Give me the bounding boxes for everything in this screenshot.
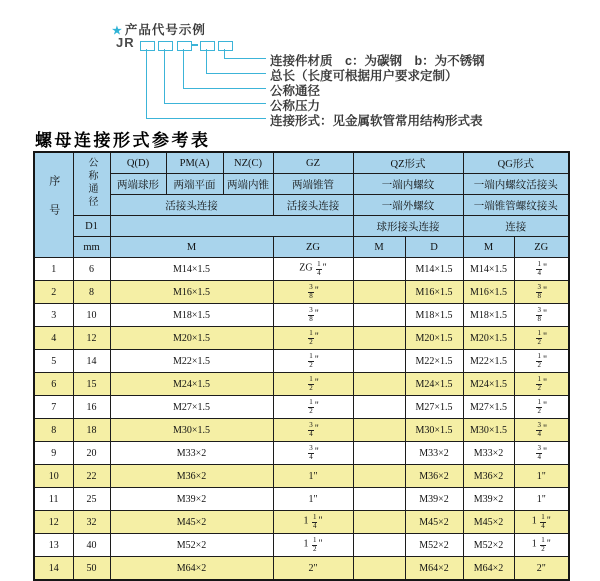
connector-line — [206, 73, 266, 74]
header-col-qz: QZ形式 — [353, 152, 463, 174]
cell-qg-zg: $\frac{3}{8}$ " — [514, 281, 569, 304]
cell-qz-m — [353, 557, 405, 581]
cell-zg: 1 $\frac{1}{2}$ " — [273, 534, 353, 557]
cell-qg-zg: $\frac{3}{4}$ " — [514, 442, 569, 465]
header-col-nzc: NZ(C) — [223, 152, 273, 174]
cell-qg-m: M30×1.5 — [463, 419, 514, 442]
cell-m: M64×2 — [110, 557, 273, 581]
table-row — [34, 419, 569, 442]
connector-line — [206, 49, 207, 73]
cell-qz-m — [353, 327, 405, 350]
header-qg-sub3: 连接 — [463, 216, 569, 237]
code-box-4 — [200, 41, 215, 51]
header-qg-zg: ZG — [514, 237, 569, 258]
cell-m: M16×1.5 — [110, 281, 273, 304]
cell-mm: 40 — [73, 534, 110, 557]
cell-qz-m — [353, 258, 405, 281]
fraction: $\frac{1}{4}$ — [317, 259, 321, 277]
cell-m: M45×2 — [110, 511, 273, 534]
cell-qg-zg: 1" — [514, 465, 569, 488]
header-nominal-diameter: 公称通径 — [73, 152, 110, 216]
header-blank — [110, 216, 353, 237]
code-box-2 — [158, 41, 173, 51]
connector-line — [164, 103, 266, 104]
fraction: $\frac{3}{4}$ — [309, 443, 313, 461]
cell-qz-d: M27×1.5 — [405, 396, 463, 419]
cell-seq: 1 — [34, 258, 73, 281]
connector-line — [146, 118, 266, 119]
cell-qg-zg: $\frac{3}{8}$ " — [514, 304, 569, 327]
header-gz-connection: 活接头连接 — [273, 195, 353, 216]
table-row — [34, 511, 569, 534]
cell-seq: 9 — [34, 442, 73, 465]
fraction: $\frac{3}{8}$ — [537, 282, 541, 300]
cell-qg-m: M22×1.5 — [463, 350, 514, 373]
cell-qg-zg: $\frac{1}{2}$ " — [514, 327, 569, 350]
header-col-gz: GZ — [273, 152, 353, 174]
cell-m: M27×1.5 — [110, 396, 273, 419]
cell-mm: 22 — [73, 465, 110, 488]
cell-qz-d: M18×1.5 — [405, 304, 463, 327]
header-union-connection: 活接头连接 — [110, 195, 273, 216]
header-seq: 序号 — [34, 152, 73, 258]
cell-m: M24×1.5 — [110, 373, 273, 396]
table-row — [34, 396, 569, 419]
table-row — [34, 465, 569, 488]
connector-line — [146, 49, 147, 118]
cell-zg: $\frac{1}{2}$ " — [273, 373, 353, 396]
cell-mm: 18 — [73, 419, 110, 442]
table-row — [34, 350, 569, 373]
cell-qz-d: M64×2 — [405, 557, 463, 581]
table-row — [34, 488, 569, 511]
cell-qz-d: M20×1.5 — [405, 327, 463, 350]
cell-m: M20×1.5 — [110, 327, 273, 350]
connector-line — [224, 49, 225, 58]
cell-seq: 3 — [34, 304, 73, 327]
table-row — [34, 557, 569, 581]
header-qz-m: M — [353, 237, 405, 258]
header-m: M — [110, 237, 273, 258]
cell-mm: 20 — [73, 442, 110, 465]
cell-mm: 12 — [73, 327, 110, 350]
cell-zg: $\frac{1}{2}$ " — [273, 327, 353, 350]
table-header — [34, 152, 569, 258]
cell-qg-zg: $\frac{1}{4}$ " — [514, 258, 569, 281]
cell-mm: 50 — [73, 557, 110, 581]
cell-qz-m — [353, 534, 405, 557]
cell-m: M18×1.5 — [110, 304, 273, 327]
cell-qz-d: M36×2 — [405, 465, 463, 488]
cell-seq: 10 — [34, 465, 73, 488]
cell-mm: 16 — [73, 396, 110, 419]
cell-zg: 1 $\frac{1}{4}$ " — [273, 511, 353, 534]
cell-zg: $\frac{3}{4}$ " — [273, 442, 353, 465]
fraction: $\frac{1}{2}$ — [537, 374, 541, 392]
table-row — [34, 258, 569, 281]
cell-zg: ZG $\frac{1}{4}$ " — [273, 258, 353, 281]
header-gz-sub: 两端锥管 — [273, 174, 353, 195]
cell-m: M52×2 — [110, 534, 273, 557]
code-box-1 — [140, 41, 155, 51]
cell-mm: 14 — [73, 350, 110, 373]
cell-qg-m: M24×1.5 — [463, 373, 514, 396]
cell-mm: 6 — [73, 258, 110, 281]
header-zg: ZG — [273, 237, 353, 258]
header-qz-sub3: 球形接头连接 — [353, 216, 463, 237]
table-row — [34, 534, 569, 557]
cell-zg: $\frac{1}{2}$ " — [273, 350, 353, 373]
table-row — [34, 304, 569, 327]
cell-qz-m — [353, 488, 405, 511]
cell-qg-m: M33×2 — [463, 442, 514, 465]
connector-line — [183, 49, 184, 88]
code-prefix: JR — [116, 35, 135, 50]
fraction: $\frac{1}{2}$ — [309, 374, 313, 392]
cell-zg: 2" — [273, 557, 353, 581]
cell-mm: 25 — [73, 488, 110, 511]
cell-qz-d: M33×2 — [405, 442, 463, 465]
cell-seq: 14 — [34, 557, 73, 581]
fraction: $\frac{1}{2}$ — [537, 397, 541, 415]
header-d1: D1 — [73, 216, 110, 237]
cell-seq: 6 — [34, 373, 73, 396]
fraction: $\frac{3}{4}$ — [537, 420, 541, 438]
cell-qg-m: M14×1.5 — [463, 258, 514, 281]
cell-seq: 2 — [34, 281, 73, 304]
cell-qg-m: M18×1.5 — [463, 304, 514, 327]
cell-qg-zg: $\frac{1}{2}$ " — [514, 373, 569, 396]
cell-qz-m — [353, 511, 405, 534]
cell-qg-m: M52×2 — [463, 534, 514, 557]
fraction: $\frac{3}{8}$ — [309, 305, 313, 323]
cell-m: M39×2 — [110, 488, 273, 511]
cell-qz-m — [353, 419, 405, 442]
cell-qz-d: M14×1.5 — [405, 258, 463, 281]
cell-qz-m — [353, 304, 405, 327]
cell-qg-zg: 2" — [514, 557, 569, 581]
cell-m: M14×1.5 — [110, 258, 273, 281]
fraction: $\frac{1}{2}$ — [309, 351, 313, 369]
table-row — [34, 327, 569, 350]
cell-qz-d: M24×1.5 — [405, 373, 463, 396]
cell-zg: $\frac{1}{2}$ " — [273, 396, 353, 419]
diagram-heading-text: 产品代号示例 — [124, 23, 206, 37]
fraction: $\frac{1}{2}$ — [312, 535, 317, 553]
cell-seq: 7 — [34, 396, 73, 419]
cell-qz-d: M22×1.5 — [405, 350, 463, 373]
cell-qg-m: M39×2 — [463, 488, 514, 511]
star-icon: ★ — [112, 25, 123, 37]
table-row — [34, 281, 569, 304]
connector-line — [224, 58, 266, 59]
fraction: $\frac{1}{4}$ — [541, 512, 545, 530]
cell-m: M36×2 — [110, 465, 273, 488]
cell-zg: $\frac{3}{4}$ " — [273, 419, 353, 442]
header-col-pma: PM(A) — [166, 152, 223, 174]
fraction: $\frac{1}{2}$ — [537, 328, 541, 346]
code-box-3 — [177, 41, 192, 51]
cell-m: M30×1.5 — [110, 419, 273, 442]
fraction: $\frac{1}{2}$ — [309, 328, 313, 346]
fraction: $\frac{1}{2}$ — [541, 535, 545, 553]
cell-qz-m — [353, 350, 405, 373]
header-col-qd: Q(D) — [110, 152, 166, 174]
fraction: $\frac{3}{8}$ — [537, 305, 541, 323]
cell-qz-d: M39×2 — [405, 488, 463, 511]
label-material: 连接件材质 c：为碳钢 b：为不锈钢 — [270, 54, 485, 68]
fraction: $\frac{1}{4}$ — [537, 259, 541, 277]
header-mm: mm — [73, 237, 110, 258]
cell-zg: 1" — [273, 465, 353, 488]
table-row — [34, 373, 569, 396]
cell-seq: 12 — [34, 511, 73, 534]
cell-qg-zg: $\frac{1}{2}$ " — [514, 350, 569, 373]
cell-qz-m — [353, 373, 405, 396]
label-diameter: 公称通径 — [270, 84, 321, 98]
cell-qg-m: M27×1.5 — [463, 396, 514, 419]
cell-qg-m: M36×2 — [463, 465, 514, 488]
cell-mm: 10 — [73, 304, 110, 327]
header-qz-sub1: 一端内螺纹 — [353, 174, 463, 195]
cell-qg-zg: $\frac{3}{4}$ " — [514, 419, 569, 442]
cell-qg-m: M45×2 — [463, 511, 514, 534]
cell-seq: 11 — [34, 488, 73, 511]
table-row — [34, 442, 569, 465]
header-q-sub: 两端球形 — [110, 174, 166, 195]
cell-seq: 4 — [34, 327, 73, 350]
nut-connection-table — [33, 151, 570, 581]
cell-zg: 1" — [273, 488, 353, 511]
fraction: $\frac{3}{8}$ — [309, 282, 313, 300]
cell-m: M22×1.5 — [110, 350, 273, 373]
header-qz-sub2: 一端外螺纹 — [353, 195, 463, 216]
cell-mm: 15 — [73, 373, 110, 396]
cell-qz-m — [353, 442, 405, 465]
cell-qz-m — [353, 465, 405, 488]
cell-qz-d: M45×2 — [405, 511, 463, 534]
code-dash — [192, 44, 198, 46]
cell-m: M33×2 — [110, 442, 273, 465]
cell-qz-m — [353, 281, 405, 304]
fraction: $\frac{3}{4}$ — [309, 420, 313, 438]
fraction: $\frac{1}{2}$ — [537, 351, 541, 369]
label-pressure: 公称压力 — [270, 99, 321, 113]
cell-seq: 5 — [34, 350, 73, 373]
table-title: 螺母连接形式参考表 — [35, 131, 211, 151]
cell-qg-zg: 1 $\frac{1}{4}$ " — [514, 511, 569, 534]
table-body — [34, 258, 569, 581]
header-nz-sub: 两端内锥 — [223, 174, 273, 195]
cell-qg-m: M20×1.5 — [463, 327, 514, 350]
cell-seq: 13 — [34, 534, 73, 557]
cell-qg-m: M64×2 — [463, 557, 514, 581]
fraction: $\frac{1}{4}$ — [312, 512, 317, 530]
cell-zg: $\frac{3}{8}$ " — [273, 281, 353, 304]
cell-qz-d: M30×1.5 — [405, 419, 463, 442]
fraction: $\frac{3}{4}$ — [537, 443, 541, 461]
fraction: $\frac{1}{2}$ — [309, 397, 313, 415]
header-qg-m: M — [463, 237, 514, 258]
label-length: 总长（长度可根据用户要求定制） — [270, 69, 458, 83]
cell-qg-zg: 1" — [514, 488, 569, 511]
header-pm-sub: 两端平面 — [166, 174, 223, 195]
connector-line — [183, 88, 266, 89]
cell-qz-d: M52×2 — [405, 534, 463, 557]
cell-qg-zg: $\frac{1}{2}$ " — [514, 396, 569, 419]
label-connection: 连接形式：见金属软管常用结构形式表 — [270, 114, 483, 128]
header-qg-sub2: 一端锥管螺纹接头 — [463, 195, 569, 216]
cell-zg: $\frac{3}{8}$ " — [273, 304, 353, 327]
cell-qg-zg: 1 $\frac{1}{2}$ " — [514, 534, 569, 557]
connector-line — [164, 49, 165, 103]
cell-qg-m: M16×1.5 — [463, 281, 514, 304]
cell-qz-d: M16×1.5 — [405, 281, 463, 304]
cell-mm: 32 — [73, 511, 110, 534]
code-box-5 — [218, 41, 233, 51]
cell-seq: 8 — [34, 419, 73, 442]
header-qz-d: D — [405, 237, 463, 258]
cell-mm: 8 — [73, 281, 110, 304]
header-qg-sub1: 一端内螺纹活接头 — [463, 174, 569, 195]
cell-qz-m — [353, 396, 405, 419]
header-col-qg: QG形式 — [463, 152, 569, 174]
